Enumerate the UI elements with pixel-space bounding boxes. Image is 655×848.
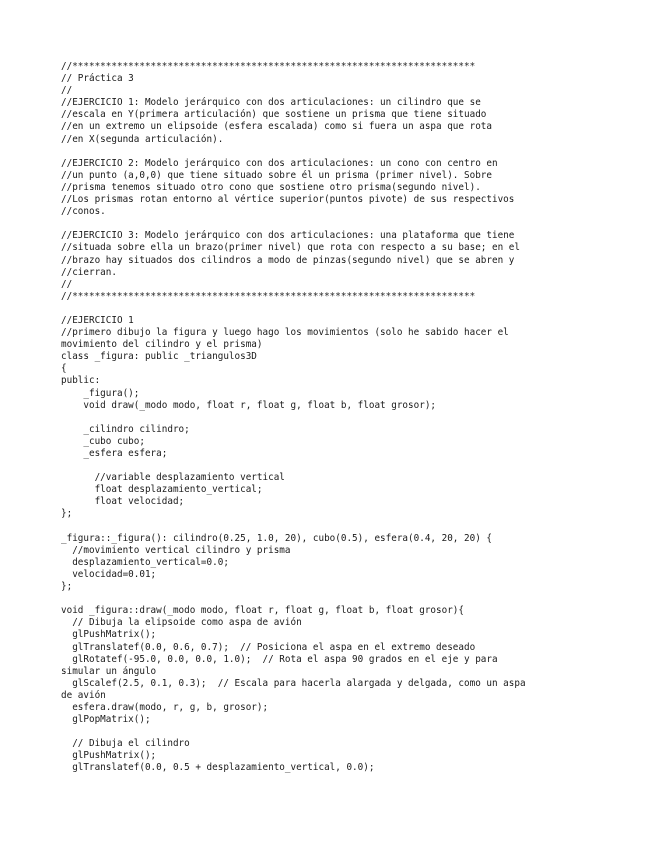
code-line (61, 412, 646, 424)
code-line (61, 593, 646, 605)
source-code-block (61, 61, 646, 775)
code-line: // Dibuja la elipsoide como aspa de avión (61, 617, 302, 629)
code-line: movimiento del cilindro y el prisma) (61, 339, 263, 351)
code-line (61, 726, 646, 738)
code-line: glTranslatef(0.0, 0.5 + desplazamiento_vertical, 0.0); (61, 762, 375, 774)
code-line: glPopMatrix(); (61, 714, 151, 726)
code-line: //primero dibujo la figura y luego hago los movimientos (solo he sabido hacer el (61, 327, 509, 339)
code-line: //movimiento vertical cilindro y prisma (61, 544, 291, 556)
code-line: void draw(_modo modo, float r, float g, float b, float grosor); (61, 399, 437, 411)
code-line: float velocidad; (61, 496, 185, 508)
code-line: //variable desplazamiento vertical (61, 472, 285, 484)
code-line: _figura::_figura(): cilindro(0.25, 1.0, 20), cubo(0.5), esfera(0.4, 20, 20) { (61, 532, 492, 544)
code-line: // (61, 85, 73, 97)
code-line: //un punto (a,0,0) que tiene situado sobre él un prisma (primer nivel). Sobre (61, 169, 492, 181)
code-line: velocidad=0.01; (61, 568, 157, 580)
code-line: float desplazamiento_vertical; (61, 484, 263, 496)
code-line (61, 303, 646, 315)
code-line: { (61, 363, 67, 375)
code-line: //EJERCICIO 3: Modelo jerárquico con dos articulaciones: una plataforma que tiene (61, 230, 515, 242)
code-line: de avión (61, 689, 106, 701)
code-line: // (61, 278, 73, 290)
code-line: }; (61, 581, 73, 593)
code-line (61, 521, 646, 533)
code-line: //EJERCICIO 2: Modelo jerárquico con dos articulaciones: un cono con centro en (61, 157, 498, 169)
code-line: // Dibuja el cilindro (61, 738, 190, 750)
code-line: void _figura::draw(_modo modo, float r, float g, float b, float grosor){ (61, 605, 464, 617)
code-line: _figura(); (61, 387, 140, 399)
code-line: //************************************************************************ (61, 290, 476, 302)
code-line: //brazo hay situados dos cilindros a modo de pinzas(segundo nivel) que se abren y (61, 254, 515, 266)
code-line: glScalef(2.5, 0.1, 0.3); // Escala para hacerla alargada y delgada, como un aspa (61, 677, 526, 689)
code-line: glTranslatef(0.0, 0.6, 0.7); // Posiciona el aspa en el extremo deseado (61, 641, 476, 653)
code-line (61, 146, 646, 158)
code-line: //conos. (61, 206, 106, 218)
code-line: //situada sobre ella un brazo(primer nivel) que rota con respecto a su base; en el (61, 242, 520, 254)
code-line: glPushMatrix(); (61, 750, 157, 762)
code-line: //prisma tenemos situado otro cono que sostiene otro prisma(segundo nivel). (61, 181, 481, 193)
code-line: //Los prismas rotan entorno al vértice superior(puntos pivote) de sus respectivos (61, 194, 515, 206)
code-line (61, 460, 646, 472)
code-line: esfera.draw(modo, r, g, b, grosor); (61, 701, 269, 713)
code-line: }; (61, 508, 73, 520)
code-line: _esfera esfera; (61, 448, 168, 459)
code-line: //EJERCICIO 1: Modelo jerárquico con dos articulaciones: un cilindro que se (61, 97, 481, 109)
code-line: //en X(segunda articulación). (61, 133, 224, 145)
code-line (61, 218, 646, 230)
code-line: //cierran. (61, 266, 117, 278)
code-line: class _figura: public _triangulos3D (61, 351, 257, 363)
code-line: desplazamiento_vertical=0.0; (61, 556, 229, 568)
code-line: _cubo cubo; (61, 435, 145, 447)
code-line: // Práctica 3 (61, 73, 134, 85)
code-line: //************************************************************************ (61, 61, 476, 72)
code-line: public: (61, 375, 101, 387)
code-line: glPushMatrix(); (61, 629, 157, 641)
code-line: //en un extremo un elipsoide (esfera escalada) como si fuera un aspa que rota (61, 121, 492, 133)
code-line: simular un ángulo (61, 665, 157, 677)
code-line: //EJERCICIO 1 (61, 314, 134, 326)
code-line: //escala en Y(primera articulación) que sostiene un prisma que tiene situado (61, 109, 487, 121)
code-line: _cilindro cilindro; (61, 423, 190, 435)
code-line: glRotatef(-95.0, 0.0, 0.0, 1.0); // Rota el aspa 90 grados en el eje y para (61, 653, 498, 665)
